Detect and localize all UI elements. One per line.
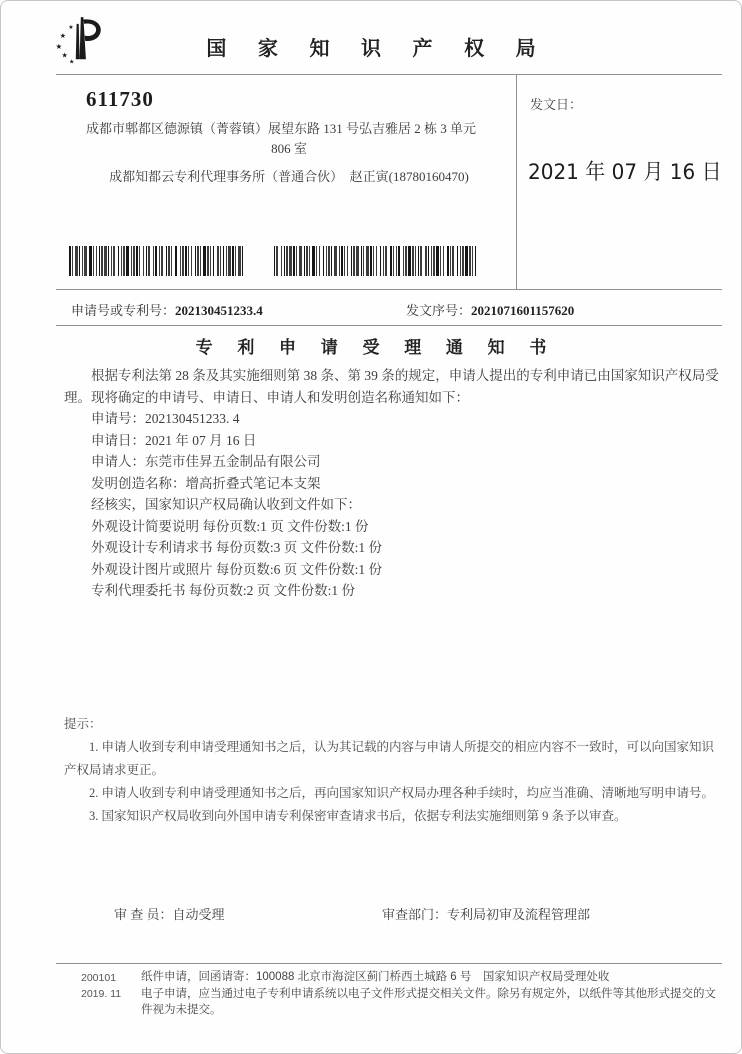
examiner-value: 自动受理 [172,907,225,922]
serial-number-label: 发文序号： [406,303,472,318]
field-application-number: 申请号：202130451233. 4 [91,411,240,426]
recipient-block [86,89,492,187]
serial-number-value: 2021071601157620 [471,303,575,318]
hint-item-2: 2. 申请人收到专利申请受理通知书之后，再向国家知识产权局办理各种手续时，均应当准确、清晰地写明申请号。 [89,786,715,800]
svg-text:★: ★ [55,42,63,52]
documents-confirm-line: 经核实，国家知识产权局确认收到文件如下： [91,497,361,512]
svg-text:★: ★ [69,59,75,65]
footer-code-2: 2019. 11 [81,988,122,1000]
agency-and-agent-line: 成都知都云专利代理事务所（普通合伙） 赵正寅(18780160470) [109,169,469,184]
divider-below-numbers [56,325,722,326]
svg-text:★: ★ [61,52,68,60]
dispatch-date-label: 发文日： [530,97,583,112]
dispatch-date-value: 2021 年 07 月 16 日 [528,158,722,185]
received-documents-list [64,516,721,602]
numbers-row [1,300,741,322]
hint-item-3: 3. 国家知识产权局收到向外国申请专利保密审查请求书后，依据专利法实施细则第 9 条予以审查。 [89,809,627,823]
footer-note-electronic: 电子申请，应当通过电子专利申请系统以电子文件形式提交相关文件。除另有规定外，以纸件等其他形式提交的文件视为未提交。 [141,987,716,1016]
document-item: 外观设计专利请求书 每份页数:3 页 文件份数:1 份 [91,540,383,555]
application-number-label: 申请号或专利号： [71,303,176,318]
hints-label: 提示： [64,717,102,731]
department-value: 专利局初审及流程管理部 [447,907,591,922]
footer-notes [141,969,719,1019]
field-application-date: 申请日：2021 年 07 月 16 日 [91,432,257,448]
field-applicant: 申请人：东莞市佳昇五金制品有限公司 [91,454,321,469]
barcode-left [69,246,243,276]
footer-note-paper: 纸件申请，回函请寄：100088 北京市海淀区蓟门桥西土城路 6 号 国家知识产权局受理处收 [141,971,610,983]
examiner-label: 审 查 员： [114,907,173,922]
document-item: 专利代理委托书 每份页数:2 页 文件份数:1 份 [91,583,356,598]
document-item: 外观设计图片或照片 每份页数:6 页 文件份数:1 份 [91,561,383,577]
document-item: 外观设计简要说明 每份页数:1 页 文件份数:1 份 [91,518,369,534]
barcode-right [274,246,476,276]
notice-title: 专 利 申 请 受 理 通 知 书 [195,338,557,357]
dispatch-date-box [516,74,723,289]
notice-body [64,365,721,602]
hint-item-1: 1. 申请人收到专利申请受理通知书之后，认为其记载的内容与申请人所提交的相应内容不一致时，可以向国家知识产权局请求更正。 [64,740,715,777]
svg-text:★: ★ [68,24,74,31]
divider-above-numbers [56,289,722,290]
footer-code-1: 200101 [81,972,117,984]
postal-code: 611730 [86,87,154,111]
svg-text:★: ★ [59,33,66,41]
application-fields [64,408,721,494]
hints-section [64,713,724,828]
footer-divider [56,963,722,964]
intro-paragraph: 根据专利法第 28 条及其实施细则第 38 条、第 39 条的规定，申请人提出的专利申请已由国家知识产权局受理。现将确定的申请号、申请日、申请人和发明创造名称通知如下： [64,368,719,405]
application-number-value: 202130451233.4 [175,303,263,318]
office-name-heading: 国 家 知 识 产 权 局 [206,38,549,60]
footer-form-codes [81,970,137,1002]
recipient-address-line1: 成都市郫都区德源镇（菁蓉镇）展望东路 131 号弘吉雅居 2 栋 3 单元 [86,121,477,136]
recipient-address-line2: 806 室 [271,141,307,156]
department-label: 审查部门： [382,907,448,922]
field-invention-title: 发明创造名称：增高折叠式笔记本支架 [91,475,321,491]
